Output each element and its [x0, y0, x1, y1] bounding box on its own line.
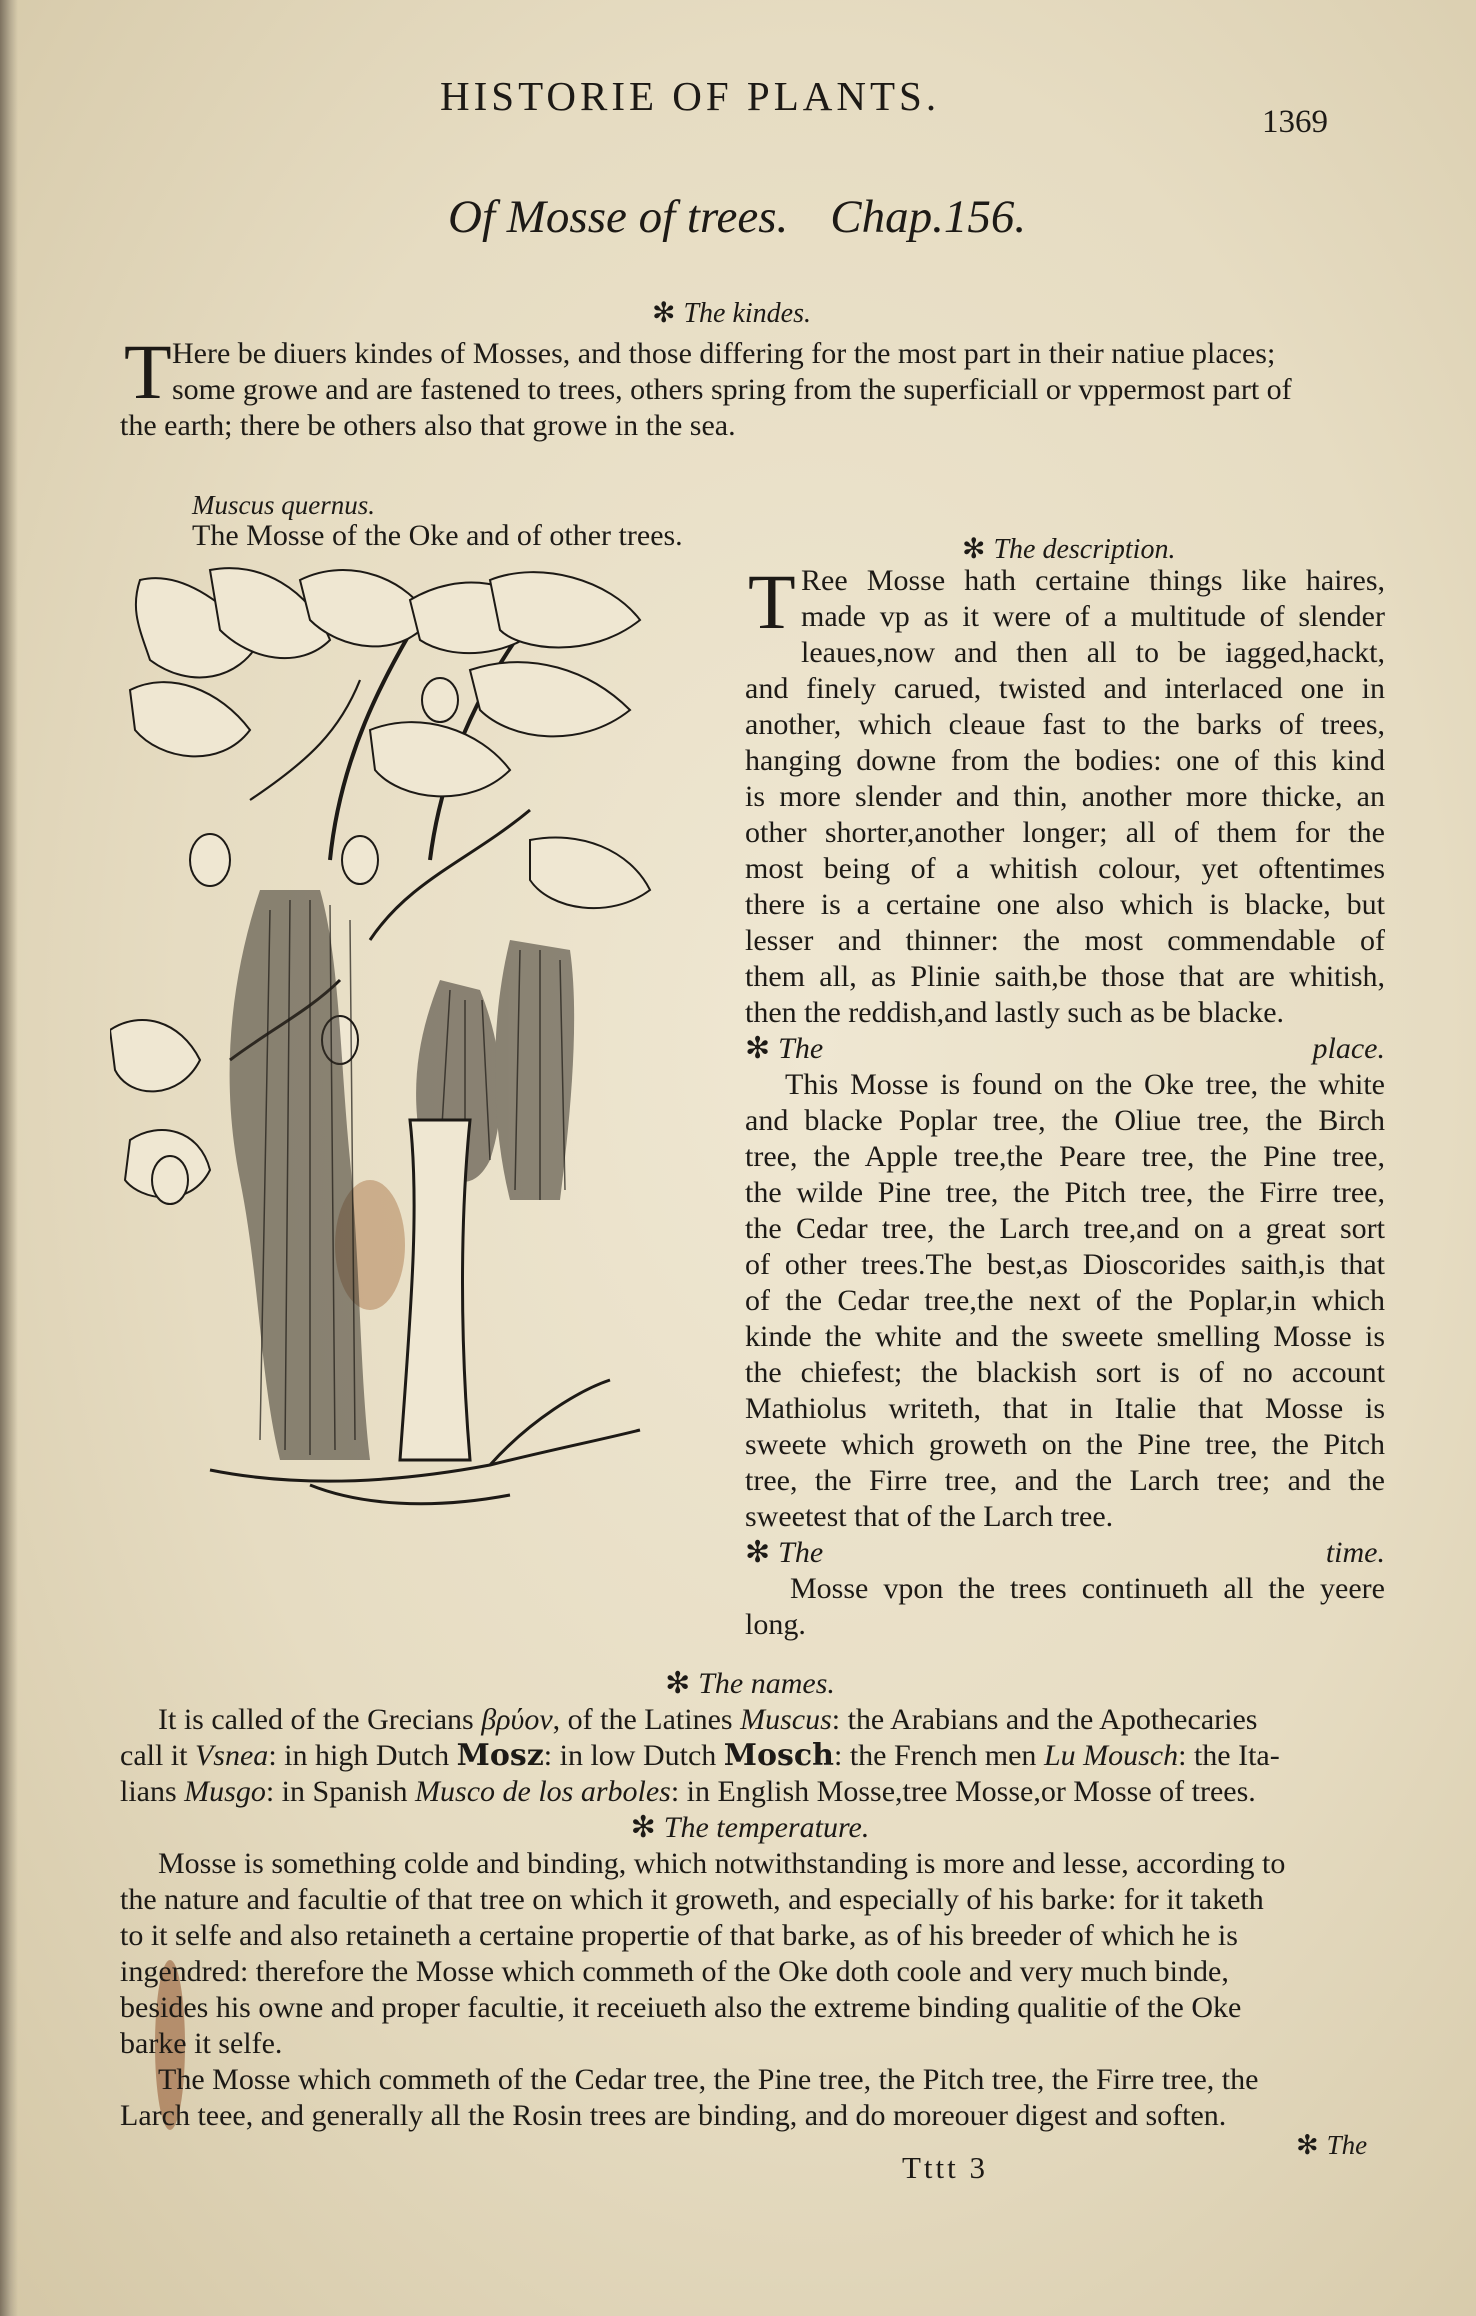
asterism-icon: ✻ — [652, 298, 676, 329]
text-line: hanging downe from the bodies: one of this kind — [745, 744, 1385, 777]
drop-cap: T — [748, 558, 796, 645]
text-line: the chiefest; the blackish sort is of no account — [745, 1356, 1385, 1389]
text-line: made vp as it were of a multitude of slender — [801, 600, 1385, 633]
text-line: This Mosse is found on the Oke tree, the white — [785, 1068, 1385, 1101]
section-heading-time: ✻ The time. — [745, 1536, 1385, 1569]
text-line: kinde the white and the sweete smelling Mosse is — [745, 1320, 1385, 1353]
text-line: the wilde Pine tree, the Pitch tree, the Firre tree, — [745, 1176, 1385, 1209]
text-line: Larch teee, and generally all the Rosin trees are binding, and do moreouer digest and soften. — [120, 2099, 1227, 2132]
text-line: barke it selfe. — [120, 2027, 283, 2060]
asterism-icon: ✻ — [745, 1032, 771, 1065]
section-heading-place: ✻ The place. — [745, 1032, 1385, 1065]
names-line: call it Vsnea: in high Dutch Mosz: in low Dutch Mosch: the French men Lu Mousch: the Ita- — [120, 1738, 1280, 1773]
text-line: then the reddish,and lastly such as be blacke. — [745, 996, 1285, 1029]
running-title: HISTORIE OF PLANTS. — [440, 73, 941, 119]
page-number: 1369 — [1262, 104, 1328, 140]
chapter-heading — [448, 190, 1026, 244]
text-line: and finely carued, twisted and interlaced one in — [745, 672, 1385, 705]
text-line: them all, as Plinie saith,be those that are whitish, — [745, 960, 1385, 993]
text-line: sweetest that of the Larch tree. — [745, 1500, 1114, 1533]
text-line: is more slender and thin, another more thicke, an — [745, 780, 1385, 813]
text-line: and blacke Poplar tree, the Oliue tree, the Birch — [745, 1104, 1385, 1137]
section-heading-description: ✻ The description. — [962, 534, 1176, 565]
moss-tree-woodcut-image — [110, 560, 700, 1540]
chapter-number: Chap.156. — [830, 191, 1027, 243]
text-line: tree, the Firre tree, and the Larch tree; and the — [745, 1464, 1385, 1497]
text-line: the earth; there be others also that growe in the sea. — [120, 409, 736, 442]
text-line: besides his owne and proper facultie, it receiueth also the extreme binding qualitie of the Oke — [120, 1991, 1242, 2024]
text-line: the Cedar tree, the Larch tree,and on a great sort — [745, 1212, 1385, 1245]
section-heading-temperature: ✻ The temperature. — [630, 1811, 870, 1844]
drop-cap: T — [124, 328, 172, 415]
chapter-title: Of Mosse of trees. — [448, 191, 789, 243]
description-text — [745, 558, 1385, 1643]
text-line: Mosse vpon the trees continueth all the yeere — [790, 1572, 1385, 1605]
text-line: the nature and facultie of that tree on which it groweth, and especially of his barke: for it taketh — [120, 1883, 1264, 1916]
text-line: The Mosse which commeth of the Cedar tree, the Pine tree, the Pitch tree, the Firre tree, the — [158, 2063, 1259, 2096]
section-heading-kindes: ✻ The kindes. — [652, 298, 811, 329]
text-line: of other trees.The best,as Dioscorides saith,is that — [745, 1248, 1385, 1281]
text-line: some growe and are fastened to trees, others spring from the superficiall or vppermost part of — [172, 373, 1292, 406]
asterism-icon: ✻ — [630, 1811, 656, 1844]
names-line: It is called of the Grecians βρύον, of the Latines Muscus: the Arabians and the Apothecaries — [158, 1703, 1258, 1736]
text-line: ingendred: therefore the Mosse which commeth of the Oke doth coole and very much binde, — [120, 1955, 1229, 1988]
asterism-icon: ✻ — [745, 1536, 771, 1569]
text-line: sweete which groweth on the Pine tree, the Pitch — [745, 1428, 1385, 1461]
asterism-icon: ✻ — [1296, 2130, 1319, 2160]
text-line: most being of a whitish colour, yet oftentimes — [745, 852, 1385, 885]
names-line: lians Musgo: in Spanish Musco de los arboles: in English Mosse,tree Mosse,or Mosse of trees. — [120, 1775, 1256, 1808]
text-line: tree, the Apple tree,the Peare tree, the Pine tree, — [745, 1140, 1385, 1173]
figure-latin-name: Muscus quernus. — [192, 490, 375, 520]
kindes-text — [120, 336, 1360, 444]
figure-title: The Mosse of the Oke and of other trees. — [192, 519, 683, 552]
asterism-icon: ✻ — [962, 534, 986, 565]
text-line: Here be diuers kindes of Mosses, and those differing for the most part in their natiue places; — [172, 337, 1276, 370]
text-line: long. — [745, 1608, 806, 1641]
asterism-icon: ✻ — [665, 1667, 691, 1700]
text-line: Ree Mosse hath certaine things like haires, — [801, 564, 1385, 597]
text-line: to it selfe and also retaineth a certaine propertie of that barke, as of his breeder of which he is — [120, 1919, 1238, 1952]
catchword: ✻ The — [1296, 2130, 1368, 2160]
page-edge-shadow — [0, 0, 18, 2316]
text-line: of the Cedar tree,the next of the Poplar,in which — [745, 1284, 1385, 1317]
section-heading-names: ✻ The names. — [665, 1667, 835, 1700]
text-line: leaues,now and then all to be iagged,hackt, — [801, 636, 1385, 669]
text-line: lesser and thinner: the most commendable of — [745, 924, 1385, 957]
text-line: there is a certaine one also which is blacke, but — [745, 888, 1385, 921]
signature-mark: Tttt 3 — [902, 2150, 989, 2185]
names-and-temperature-text — [120, 1666, 1380, 2134]
text-line: Mosse is something colde and binding, which notwithstanding is more and lesse, according to — [158, 1847, 1286, 1880]
text-line: another, which cleaue fast to the barks of trees, — [745, 708, 1385, 741]
text-line: other shorter,another longer; all of them for the — [745, 816, 1385, 849]
text-line: Mathiolus writeth, that in Italie that Mosse is — [745, 1392, 1385, 1425]
